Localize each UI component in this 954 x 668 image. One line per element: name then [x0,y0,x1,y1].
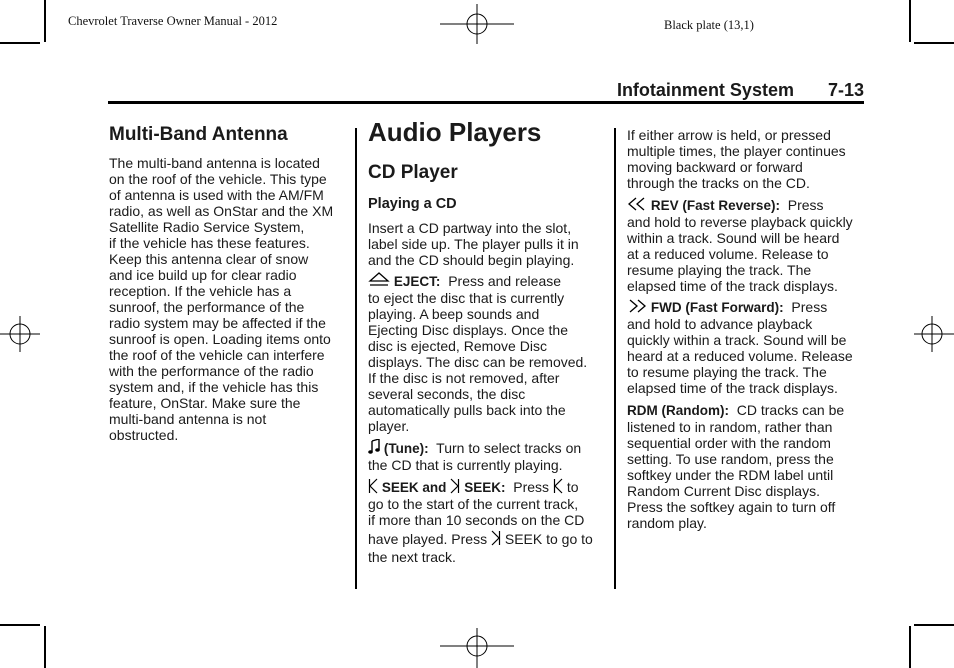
antenna-line: sunroof, the performance of the [109,299,305,315]
registration-mark-icon [440,628,514,668]
playing-cd-paragraph [368,220,579,268]
eject-line: several seconds, the disc [368,386,526,402]
seek-label-b: SEEK: [464,480,506,495]
antenna-line: radio system may be affected if the [109,315,326,331]
antenna-line: and ice build up for clear radio [109,267,297,283]
eject-line: If the disc is not removed, after [368,370,560,386]
antenna-line: if the vehicle has these features. [109,235,310,251]
crop-mark-bottom-right-h [914,624,954,626]
seek-forward-icon [491,530,501,546]
eject-line: playing. A beep sounds and [368,306,540,322]
rev-label: REV (Fast Reverse): [650,198,780,213]
crop-mark-bottom-left-h [0,624,40,626]
playing-cd-line: and the CD should begin playing. [368,252,575,268]
fwd-label: FWD (Fast Forward): [650,300,784,315]
page-number: 7-13 [827,80,864,100]
seek-line-5: the next track. [368,549,456,565]
rev-paragraph [627,196,853,294]
eject-first: Press and release [448,273,562,289]
arrow-held-line: moving backward or forward [627,159,803,175]
antenna-line: of antenna is used with the AM/FM [109,187,324,203]
section-rule [108,101,864,104]
fwd-first: Press [791,299,828,315]
antenna-line: reception. If the vehicle has a [109,283,292,299]
crop-mark-top-left-h [0,42,40,44]
crop-mark-top-right-h [914,42,954,44]
seek-paragraph [368,478,593,565]
eject-paragraph [368,272,587,434]
rdm-line: Press the softkey again to turn off [627,499,836,515]
seek-first-end: to [566,479,579,495]
arrow-held-line: multiple times, the player continues [627,143,846,159]
fwd-line: elapsed time of the track displays. [627,380,838,396]
antenna-line: Keep this antenna clear of snow [109,251,309,267]
antenna-paragraph [109,155,333,443]
fwd-line: to resume playing the track. The [627,364,827,380]
fwd-paragraph [627,298,853,396]
crop-mark-bottom-right-v [909,626,911,668]
tune-first: Turn to select tracks on [436,440,582,456]
rev-line: resume playing the track. The [627,262,812,278]
antenna-line: the roof of the vehicle can interfere [109,347,325,363]
seek-back-icon [368,478,378,494]
fast-reverse-icon [627,196,647,212]
antenna-line: feature, OnStar. Make sure the [109,395,301,411]
tune-line: the CD that is currently playing. [368,457,563,473]
tune-paragraph [368,439,581,473]
antenna-line: radio, as well as OnStar and the XM [109,203,334,219]
eject-line: automatically pulls back into the [368,402,566,418]
seek-forward-icon [450,478,460,494]
eject-line: disc is ejected, Remove Disc [368,338,547,354]
eject-label: EJECT: [393,274,441,289]
rdm-line: softkey under the RDM label until [627,467,834,483]
rdm-line: listened to in random, rather than [627,419,833,435]
antenna-line: system and, if the vehicle has this [109,379,319,395]
fwd-line: quickly within a track. Sound will be [627,332,847,348]
antenna-line: The multi-band antenna is located [109,155,320,171]
playing-cd-line: Insert a CD partway into the slot, [368,220,572,236]
eject-icon [368,272,390,288]
music-note-icon [368,439,380,455]
heading-multi-band-antenna: Multi-Band Antenna [109,124,288,145]
manual-title: Chevrolet Traverse Owner Manual - 2012 [68,14,278,28]
rev-line: at a reduced volume. Release to [627,246,829,262]
rdm-line: Random Current Disc displays. [627,483,820,499]
heading-cd-player: CD Player [368,162,458,183]
heading-audio-players: Audio Players [368,117,542,147]
section-title: Infotainment System [616,80,794,100]
arrow-held-line: through the tracks on the CD. [627,175,810,191]
seek-line-2: go to the start of the current track, [368,496,579,512]
section-header [108,80,864,101]
fast-forward-icon [627,298,647,314]
antenna-line: sunroof is open. Loading items onto [109,331,331,347]
rdm-label: RDM (Random): [627,403,729,418]
antenna-line: with the performance of the radio [109,363,314,379]
eject-line: Ejecting Disc displays. Once the [368,322,568,338]
antenna-line: Satellite Radio Service System, [109,219,305,235]
antenna-line: multi-band antenna is not [109,411,267,427]
rev-line: elapsed time of the track displays. [627,278,838,294]
column-divider [355,128,357,589]
rev-line: within a track. Sound will be heard [627,230,840,246]
playing-cd-line: label side up. The player pulls it in [368,236,579,252]
registration-mark-icon [0,316,40,352]
crop-mark-bottom-left-v [44,626,46,668]
rdm-line: random play. [627,515,707,531]
rdm-first: CD tracks can be [736,402,845,418]
seek-line-4b: SEEK to go to [504,531,593,547]
eject-line: displays. The disc can be removed. [368,354,588,370]
registration-mark-icon [914,316,954,352]
antenna-line: obstructed. [109,427,179,443]
rdm-line: sequential order with the random [627,435,831,451]
antenna-line: on the roof of the vehicle. This type [109,171,327,187]
seek-line-4a: have played. Press [368,531,488,547]
arrow-held-paragraph [627,127,846,191]
seek-back-icon [553,478,563,494]
seek-first: Press [513,479,550,495]
fwd-line: and hold to advance playback [627,316,813,332]
registration-mark-icon [440,4,514,44]
rdm-line: setting. To use random, press the [627,451,834,467]
crop-mark-top-left-v [44,0,46,42]
heading-playing-a-cd: Playing a CD [368,196,457,212]
column-divider [614,128,616,589]
seek-label-a: SEEK and [381,480,447,495]
seek-line-3: if more than 10 seconds on the CD [368,512,585,528]
eject-line: player. [368,418,410,434]
plate-label: Black plate (13,1) [664,18,754,32]
rdm-paragraph [627,402,844,531]
eject-line: to eject the disc that is currently [368,290,565,306]
fwd-line: heard at a reduced volume. Release [627,348,853,364]
tune-label: (Tune): [383,441,429,456]
crop-mark-top-right-v [909,0,911,42]
arrow-held-line: If either arrow is held, or pressed [627,127,831,143]
rev-first: Press [787,197,824,213]
rev-line: and hold to reverse playback quickly [627,214,853,230]
